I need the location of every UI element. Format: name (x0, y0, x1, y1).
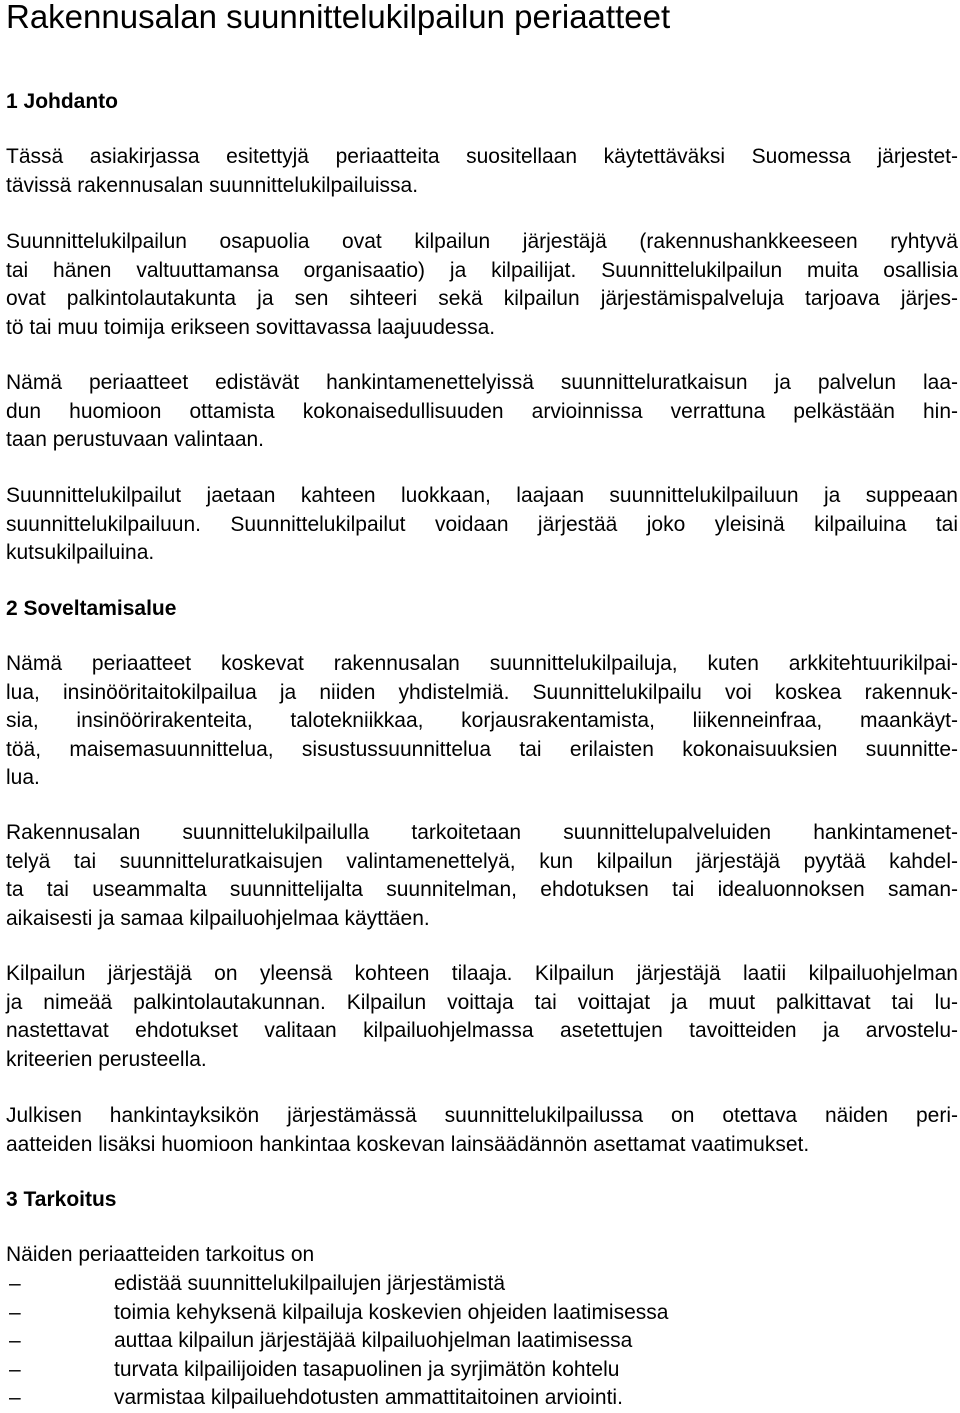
list-item-text: auttaa kilpailun järjestäjää kilpailuohjelman laatimisessa (114, 1329, 633, 1352)
text-line: tävissä rakennusalan suunnittelukilpailuissa. (6, 173, 419, 197)
dash-bullet: – (9, 1357, 21, 1381)
paragraph (6, 143, 958, 200)
list-item (6, 1356, 958, 1385)
text-line: Tässä asiakirjassa esitettyjä periaatteita suositellaan käytettäväksi Suomessa järjestet- (6, 145, 958, 168)
list-item-text: toimia kehyksenä kilpailuja koskevien ohjeiden laatimisessa (114, 1300, 669, 1324)
text-line: tö tai muu toimija erikseen sovittavassa laajuudessa. (6, 315, 496, 339)
paragraph (6, 369, 958, 455)
text-line: lua, insinööritaitokilpailua ja niiden yhdistelmiä. Suunnittelukilpailu voi koskea rakennuk- (6, 680, 958, 704)
document-title: Rakennusalan suunnittelukilpailun periaatteet (6, 0, 671, 35)
text-line: ta tai useammalta suunnittelijalta suunnitelman, ehdotuksen tai idealuonnoksen saman- (6, 878, 958, 901)
text-line: telyä tai suunnitteluratkaisujen valintamenettelyä, kun kilpailun järjestäjä pyytää kahdel- (6, 849, 958, 873)
list-item (6, 1327, 958, 1356)
text-line: Suunnittelukilpailun osapuolia ovat kilpailun järjestäjä (rakennushankkeeseen ryhtyvä (6, 230, 958, 253)
text-line: aatteiden lisäksi huomioon hankintaa koskevan lainsäädännön asettamat vaatimukset. (6, 1132, 810, 1156)
text-line: ovat palkintolautakunta ja sen sihteeri sekä kilpailun järjestämispalveluja tarjoava järjes- (6, 287, 958, 310)
dash-bullet: – (9, 1329, 21, 1352)
list-item (6, 1384, 958, 1413)
section-heading-johdanto: 1 Johdanto (6, 90, 119, 113)
paragraph (6, 650, 958, 793)
text-line: suunnittelukilpailuun. Suunnittelukilpailut voidaan järjestää joko yleisinä kilpailuina tai (6, 512, 958, 536)
text-line: taan perustuvaan valintaan. (6, 428, 265, 451)
text-line: Rakennusalan suunnittelukilpailulla tarkoitetaan suunnittelupalveluiden hankintamenet- (6, 821, 958, 844)
text-line: nastettavat ehdotukset valitaan kilpailuohjelmassa asetettujen tavoitteiden ja arvostelu- (6, 1019, 958, 1042)
list-item (6, 1299, 958, 1328)
text-line: Julkisen hankintayksikön järjestämässä suunnittelukilpailussa on otettava näiden peri- (6, 1104, 958, 1127)
paragraph (6, 960, 958, 1074)
text-line: Nämä periaatteet koskevat rakennusalan suunnittelukilpailuja, kuten arkkitehtuurikilpai- (6, 652, 958, 675)
paragraph (6, 482, 958, 568)
dash-bullet: – (9, 1272, 21, 1295)
paragraph (6, 1102, 958, 1159)
text-line: töä, maisemasuunnittelua, sisustussuunnittelua tai erilaisten kokonaisuuksien suunnitte- (6, 737, 958, 761)
dash-bullet: – (9, 1386, 21, 1409)
text-line: kriteerien perusteella. (6, 1047, 207, 1071)
dash-bullet: – (9, 1300, 21, 1324)
paragraph (6, 228, 958, 342)
text-line: dun huomioon ottamista kokonaisedullisuuden arvioinnissa verrattuna pelkästään hin- (6, 399, 958, 423)
text-line: lua. (6, 766, 40, 789)
purpose-list (6, 1270, 958, 1413)
list-item-text: varmistaa kilpailuehdotusten ammattitaitoinen arviointi. (114, 1386, 623, 1409)
text-line: tai hänen valtuuttamansa organisaatio) ja kilpailijat. Suunnittelukilpailun muita osallisia (6, 258, 958, 282)
purpose-list-container (6, 1270, 958, 1413)
list-intro: Näiden periaatteiden tarkoitus on (6, 1243, 315, 1266)
text-line: ja nimeää palkintolautakunnan. Kilpailun voittaja tai voittajat ja muut palkittavat tai lu- (6, 990, 958, 1014)
paragraph (6, 819, 958, 933)
section-heading-tarkoitus: 3 Tarkoitus (6, 1188, 117, 1211)
list-item-text: edistää suunnittelukilpailujen järjestämistä (114, 1272, 506, 1295)
text-line: Kilpailun järjestäjä on yleensä kohteen tilaaja. Kilpailun järjestäjä laatii kilpailuohjelman (6, 962, 958, 985)
text-line: sia, insinöörirakenteita, talotekniikkaa, korjausrakentamista, liikenneinfraa, maankäyt- (6, 709, 958, 732)
text-line: aikaisesti ja samaa kilpailuohjelmaa käyttäen. (6, 906, 430, 930)
list-item (6, 1270, 958, 1299)
section-heading-soveltamisalue: 2 Soveltamisalue (6, 597, 177, 620)
text-line: Suunnittelukilpailut jaetaan kahteen luokkaan, laajaan suunnittelukilpailuun ja suppeaan (6, 484, 958, 507)
text-line: kutsukilpailuina. (6, 541, 155, 564)
list-item-text: turvata kilpailijoiden tasapuolinen ja syrjimätön kohtelu (114, 1357, 620, 1381)
text-line: Nämä periaatteet edistävät hankintamenettelyissä suunnitteluratkaisun ja palvelun laa- (6, 371, 958, 394)
